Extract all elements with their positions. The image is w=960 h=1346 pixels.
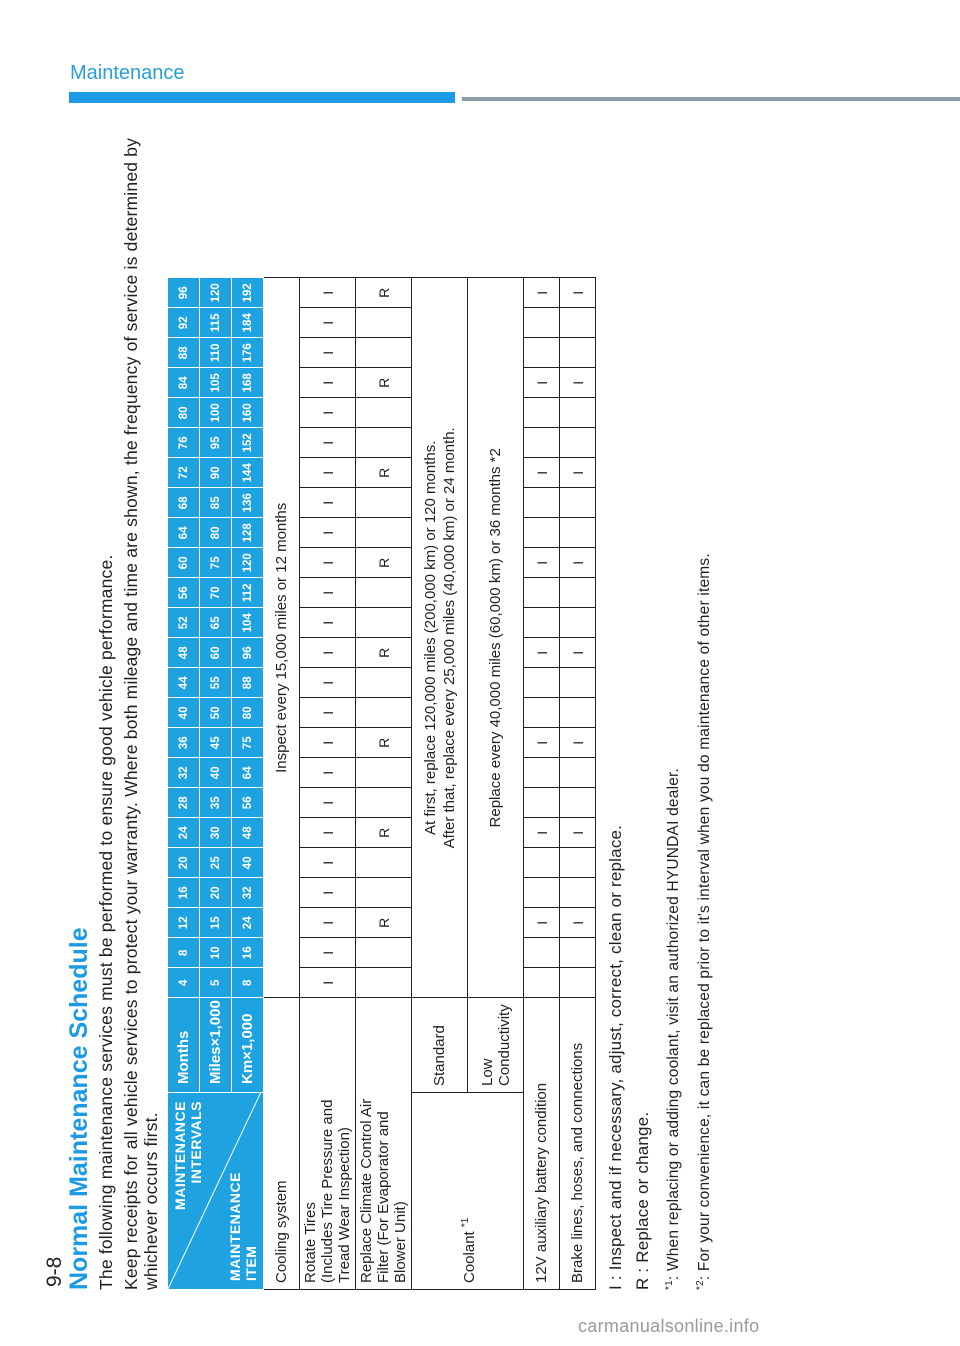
battery-cell bbox=[524, 338, 560, 368]
climate-cell: R bbox=[356, 638, 412, 668]
km-label: Km×1,000 bbox=[232, 998, 264, 1093]
climate-cell: R bbox=[356, 908, 412, 938]
brake-cell bbox=[560, 668, 596, 698]
coolant-standard-label: Standard bbox=[412, 998, 468, 1093]
climate-cell bbox=[356, 668, 412, 698]
miles-cell: 110 bbox=[200, 338, 232, 368]
tires-cell: I bbox=[300, 458, 356, 488]
miles-cell: 45 bbox=[200, 728, 232, 758]
brake-cell: I bbox=[560, 278, 596, 308]
tires-cell: I bbox=[300, 908, 356, 938]
legend-inspect: I : Inspect and if necessary, adjust, correct, clean or replace. bbox=[606, 824, 625, 1290]
brake-cell: I bbox=[560, 908, 596, 938]
battery-cell: I bbox=[524, 278, 560, 308]
tires-cell: I bbox=[300, 878, 356, 908]
legend-replace: R : Replace or change. bbox=[633, 1111, 652, 1290]
climate-cell bbox=[356, 338, 412, 368]
battery-cell: I bbox=[524, 368, 560, 398]
climate-cell: R bbox=[356, 458, 412, 488]
battery-cell bbox=[524, 488, 560, 518]
brake-cell bbox=[560, 308, 596, 338]
km-cell: 184 bbox=[232, 308, 264, 338]
brake-cell: I bbox=[560, 548, 596, 578]
brake-cell bbox=[560, 698, 596, 728]
miles-cell: 75 bbox=[200, 548, 232, 578]
battery-cell: I bbox=[524, 818, 560, 848]
tires-cell: I bbox=[300, 428, 356, 458]
maintenance-schedule-table bbox=[167, 277, 596, 1290]
months-cell: 48 bbox=[168, 638, 200, 668]
brake-cell bbox=[560, 518, 596, 548]
miles-cell: 35 bbox=[200, 788, 232, 818]
miles-cell: 30 bbox=[200, 818, 232, 848]
km-cell: 168 bbox=[232, 368, 264, 398]
months-cell: 60 bbox=[168, 548, 200, 578]
battery-cell bbox=[524, 518, 560, 548]
battery-cell bbox=[524, 428, 560, 458]
climate-cell: R bbox=[356, 368, 412, 398]
km-cell: 80 bbox=[232, 698, 264, 728]
km-cell: 144 bbox=[232, 458, 264, 488]
climate-cell bbox=[356, 878, 412, 908]
km-cell: 128 bbox=[232, 518, 264, 548]
battery-cell: I bbox=[524, 638, 560, 668]
tires-cell: I bbox=[300, 398, 356, 428]
battery-cell bbox=[524, 578, 560, 608]
climate-cell bbox=[356, 698, 412, 728]
months-cell: 88 bbox=[168, 338, 200, 368]
battery-cell bbox=[524, 968, 560, 998]
miles-cell: 80 bbox=[200, 518, 232, 548]
months-cell: 44 bbox=[168, 668, 200, 698]
months-cell: 76 bbox=[168, 428, 200, 458]
km-cell: 64 bbox=[232, 758, 264, 788]
climate-cell: R bbox=[356, 818, 412, 848]
miles-cell: 50 bbox=[200, 698, 232, 728]
tires-cell: I bbox=[300, 488, 356, 518]
miles-cell: 60 bbox=[200, 638, 232, 668]
months-cell: 16 bbox=[168, 878, 200, 908]
miles-cell: 5 bbox=[200, 968, 232, 998]
months-cell: 36 bbox=[168, 728, 200, 758]
intro-paragraph: Keep receipts for all vehicle services to protect your warranty. Where both mileage and time are shown, the frequency of service is determined by whichever occurs first. bbox=[121, 137, 161, 1290]
miles-cell: 85 bbox=[200, 488, 232, 518]
battery-cell bbox=[524, 878, 560, 908]
km-cell: 192 bbox=[232, 278, 264, 308]
brake-cell bbox=[560, 878, 596, 908]
legend bbox=[606, 130, 715, 1290]
km-cell: 75 bbox=[232, 728, 264, 758]
brake-cell bbox=[560, 488, 596, 518]
brake-cell bbox=[560, 938, 596, 968]
tires-row bbox=[300, 278, 356, 1290]
tires-cell: I bbox=[300, 548, 356, 578]
months-cell: 56 bbox=[168, 578, 200, 608]
km-cell: 176 bbox=[232, 338, 264, 368]
tires-cell: I bbox=[300, 938, 356, 968]
intro-paragraph: The following maintenance services must be performed to ensure good vehicle performance. bbox=[96, 554, 116, 1290]
km-cell: 32 bbox=[232, 878, 264, 908]
months-cell: 92 bbox=[168, 308, 200, 338]
climate-cell bbox=[356, 428, 412, 458]
miles-label: Miles×1,000 bbox=[200, 998, 232, 1093]
km-cell: 112 bbox=[232, 578, 264, 608]
months-cell: 84 bbox=[168, 368, 200, 398]
battery-cell bbox=[524, 938, 560, 968]
climate-cell bbox=[356, 938, 412, 968]
coolant-label: Coolant $^{*1}$ bbox=[412, 1093, 524, 1290]
tires-cell: I bbox=[300, 728, 356, 758]
miles-cell: 90 bbox=[200, 458, 232, 488]
header-accent-bar bbox=[69, 92, 455, 103]
footnote-1: $^{*1}$: When replacing or adding coolant, visit an authorized HYUNDAI dealer. bbox=[664, 767, 683, 1290]
months-cell: 8 bbox=[168, 938, 200, 968]
climate-cell: R bbox=[356, 548, 412, 578]
tires-cell: I bbox=[300, 758, 356, 788]
climate-cell bbox=[356, 308, 412, 338]
months-row bbox=[168, 278, 200, 1290]
section-header: Maintenance bbox=[70, 62, 185, 84]
climate-row bbox=[356, 278, 412, 1290]
months-cell: 4 bbox=[168, 968, 200, 998]
tires-cell: I bbox=[300, 518, 356, 548]
brake-cell bbox=[560, 398, 596, 428]
section-title: Normal Maintenance Schedule bbox=[65, 927, 93, 1290]
header-corner bbox=[168, 1093, 264, 1290]
miles-cell: 65 bbox=[200, 608, 232, 638]
km-cell: 8 bbox=[232, 968, 264, 998]
miles-cell: 120 bbox=[200, 278, 232, 308]
miles-cell: 25 bbox=[200, 848, 232, 878]
battery-cell bbox=[524, 668, 560, 698]
miles-cell: 100 bbox=[200, 398, 232, 428]
cooling-label: Cooling system bbox=[264, 998, 300, 1290]
km-cell: 96 bbox=[232, 638, 264, 668]
climate-cell bbox=[356, 518, 412, 548]
miles-cell: 10 bbox=[200, 938, 232, 968]
battery-cell bbox=[524, 398, 560, 428]
climate-cell bbox=[356, 488, 412, 518]
miles-cell: 15 bbox=[200, 908, 232, 938]
km-cell: 24 bbox=[232, 908, 264, 938]
battery-cell bbox=[524, 788, 560, 818]
brake-cell bbox=[560, 608, 596, 638]
km-cell: 48 bbox=[232, 818, 264, 848]
battery-cell bbox=[524, 698, 560, 728]
months-label: Months bbox=[168, 998, 200, 1093]
battery-cell: I bbox=[524, 908, 560, 938]
months-cell: 40 bbox=[168, 698, 200, 728]
months-cell: 28 bbox=[168, 788, 200, 818]
coolant-low-note: Replace every 40,000 miles (60,000 km) or 36 months *2 bbox=[468, 278, 524, 998]
climate-cell bbox=[356, 398, 412, 428]
climate-cell bbox=[356, 608, 412, 638]
miles-cell: 55 bbox=[200, 668, 232, 698]
climate-cell bbox=[356, 968, 412, 998]
months-cell: 24 bbox=[168, 818, 200, 848]
brake-cell bbox=[560, 848, 596, 878]
tires-cell: I bbox=[300, 818, 356, 848]
months-cell: 12 bbox=[168, 908, 200, 938]
miles-cell: 40 bbox=[200, 758, 232, 788]
tires-cell: I bbox=[300, 788, 356, 818]
brake-cell: I bbox=[560, 638, 596, 668]
brake-cell bbox=[560, 428, 596, 458]
tires-cell: I bbox=[300, 848, 356, 878]
km-cell: 152 bbox=[232, 428, 264, 458]
climate-cell bbox=[356, 578, 412, 608]
tires-cell: I bbox=[300, 578, 356, 608]
brake-cell: I bbox=[560, 728, 596, 758]
battery-cell bbox=[524, 608, 560, 638]
months-cell: 80 bbox=[168, 398, 200, 428]
km-cell: 160 bbox=[232, 398, 264, 428]
tires-cell: I bbox=[300, 668, 356, 698]
km-cell: 16 bbox=[232, 938, 264, 968]
coolant-standard-note: At first, replace 120,000 miles (200,000 km) or 120 months. After that, replace every 25,000 miles (40,000 km) or 24 month. bbox=[412, 278, 468, 998]
battery-cell bbox=[524, 308, 560, 338]
brake-row bbox=[560, 278, 596, 1290]
months-cell: 52 bbox=[168, 608, 200, 638]
miles-cell: 70 bbox=[200, 578, 232, 608]
battery-row bbox=[524, 278, 560, 1290]
coolant-standard-row bbox=[412, 278, 468, 1290]
tires-cell: I bbox=[300, 638, 356, 668]
climate-label: Replace Climate Control Air Filter (For Evaporator and Blower Unit) bbox=[356, 998, 412, 1290]
months-cell: 68 bbox=[168, 488, 200, 518]
tires-cell: I bbox=[300, 338, 356, 368]
brake-cell: I bbox=[560, 458, 596, 488]
brake-cell bbox=[560, 758, 596, 788]
climate-cell: R bbox=[356, 728, 412, 758]
brake-label: Brake lines, hoses, and connections bbox=[560, 998, 596, 1290]
battery-cell: I bbox=[524, 548, 560, 578]
tires-cell: I bbox=[300, 968, 356, 998]
months-cell: 64 bbox=[168, 518, 200, 548]
battery-label: 12V auxiliary battery condition bbox=[524, 998, 560, 1290]
km-cell: 120 bbox=[232, 548, 264, 578]
battery-cell bbox=[524, 848, 560, 878]
brake-cell bbox=[560, 338, 596, 368]
miles-cell: 95 bbox=[200, 428, 232, 458]
footnote-2: $^{*2}$: For your convenience, it can be replaced prior to it's interval when you do maintenance of other items. bbox=[695, 553, 714, 1290]
km-cell: 40 bbox=[232, 848, 264, 878]
climate-cell bbox=[356, 848, 412, 878]
header-rule bbox=[462, 97, 960, 101]
months-cell: 20 bbox=[168, 848, 200, 878]
brake-cell: I bbox=[560, 818, 596, 848]
corner-bottom-label: MAINTENANCE ITEM bbox=[227, 1172, 259, 1281]
battery-cell: I bbox=[524, 458, 560, 488]
corner-top-label: MAINTENANCE INTERVALS bbox=[172, 1101, 204, 1210]
battery-cell: I bbox=[524, 728, 560, 758]
miles-cell: 20 bbox=[200, 878, 232, 908]
months-cell: 96 bbox=[168, 278, 200, 308]
tires-cell: I bbox=[300, 608, 356, 638]
tires-cell: I bbox=[300, 308, 356, 338]
km-cell: 88 bbox=[232, 668, 264, 698]
km-cell: 56 bbox=[232, 788, 264, 818]
tires-cell: I bbox=[300, 698, 356, 728]
cooling-row bbox=[264, 278, 300, 1290]
climate-cell bbox=[356, 758, 412, 788]
brake-cell bbox=[560, 968, 596, 998]
tires-cell: I bbox=[300, 278, 356, 308]
watermark: carmanualsonline.info bbox=[578, 1316, 760, 1336]
km-cell: 136 bbox=[232, 488, 264, 518]
brake-cell: I bbox=[560, 368, 596, 398]
rotated-content bbox=[64, 130, 714, 1290]
battery-cell bbox=[524, 758, 560, 788]
cooling-note: Inspect every 15,000 miles or 12 months bbox=[264, 278, 300, 998]
miles-cell: 105 bbox=[200, 368, 232, 398]
km-cell: 104 bbox=[232, 608, 264, 638]
coolant-low-label: Low Conductivity bbox=[468, 998, 524, 1093]
brake-cell bbox=[560, 788, 596, 818]
climate-cell: R bbox=[356, 278, 412, 308]
brake-cell bbox=[560, 578, 596, 608]
climate-cell bbox=[356, 788, 412, 818]
tires-cell: I bbox=[300, 368, 356, 398]
miles-cell: 115 bbox=[200, 308, 232, 338]
months-cell: 32 bbox=[168, 758, 200, 788]
months-cell: 72 bbox=[168, 458, 200, 488]
tires-label: Rotate Tires (Includes Tire Pressure and Tread Wear Inspection) bbox=[300, 998, 356, 1290]
page-number: 9-8 bbox=[43, 1256, 66, 1287]
